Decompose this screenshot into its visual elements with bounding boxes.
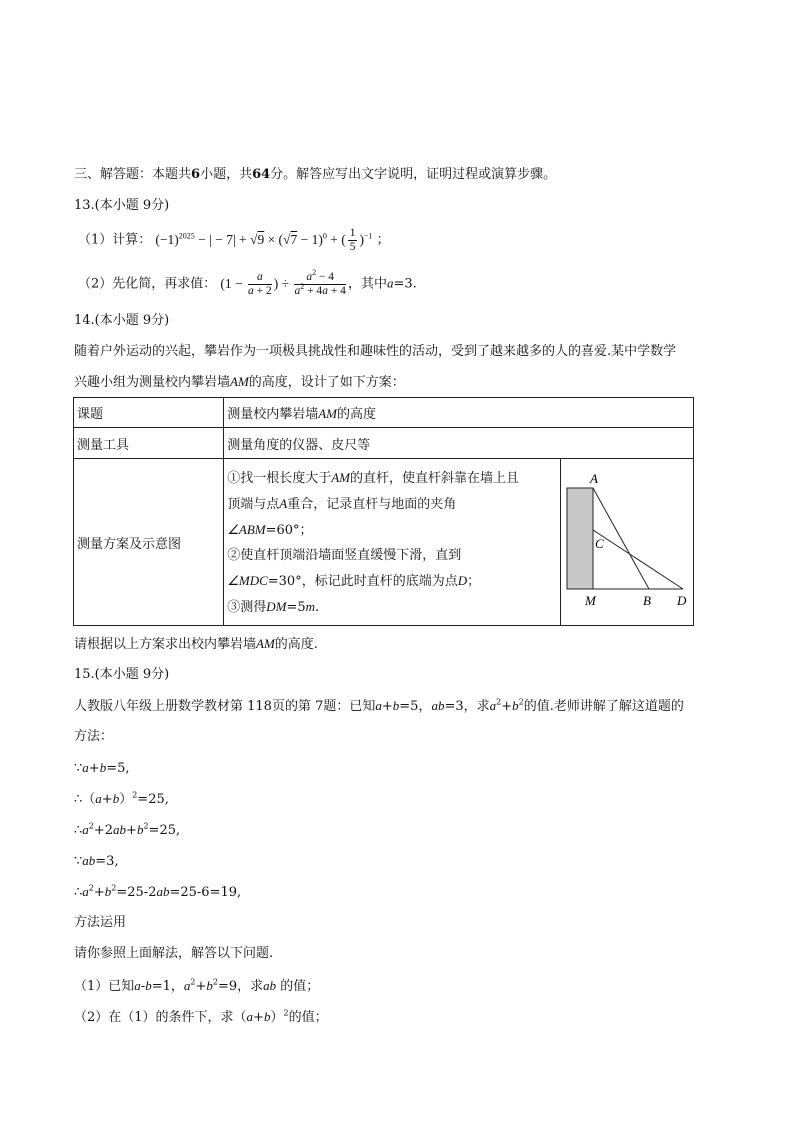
q13-part2: （2）先化简，再求值： (1 − $\frac{a}{a + 2}$ ) ÷ $\frac{a^2 - 4}{a^2 + 4a + 4}$ ，其中a=3. [78, 268, 417, 297]
diagram-cell [560, 459, 693, 626]
step-1-line3: ∠ABM=60°； [227, 521, 313, 538]
q15-part1: （1）已知a-b=1，$a^2+b^2=9$，求ab 的值； [74, 977, 320, 994]
q15-title: 15.(本小题 9分) [74, 667, 170, 682]
method-intro: 请你参照上面解法，解答以下问题. [74, 946, 274, 961]
label-M: M [584, 592, 596, 608]
step-2-line2: ∠MDC=30°，标记此时直杆的底端为点D； [227, 572, 481, 589]
step-2-line1: ②使直杆顶端沿墙面竖直缓慢下滑，直到 [227, 547, 462, 563]
step-1-line2: 顶端与点A重合，记录直杆与地面的夹角 [227, 495, 457, 512]
q15-intro-line2: 方法： [74, 729, 114, 744]
q13-part2-expression: (1 − $\frac{a}{a + 2}$ ) ÷ $\frac{a^2 - 4}{a^2 + 4a + 4}$ [220, 268, 346, 297]
solution-step-1: ∵a+b=5, [74, 760, 130, 776]
plan-steps [224, 459, 561, 626]
section-header: 三、解答题：本题共6小题，共64分。解答应写出文字说明，证明过程或演算步骤。 [74, 167, 557, 182]
label-A: A [589, 470, 598, 486]
plan-row-tools [74, 428, 694, 459]
plan-label-topic: 课题 [74, 398, 224, 428]
plan-row-topic [74, 398, 694, 428]
plan-value-topic: 测量校内攀岩墙AM的高度 [224, 398, 694, 428]
q13-part1: （1）计算： $(-1)^{2025}$ − | − $7| + √9 \times (√7 - 1)^0$ + ( $\frac{1}{5}$ )$^{-1}$ ； [78, 227, 390, 253]
plan-label-tools: 测量工具 [74, 428, 224, 459]
q15-part2: （2）在（1）的条件下，求$(a+b)^2$的值； [74, 1008, 328, 1025]
q15-intro-line1: 人教版八年级上册数学教材第 118页的第 7题：已知a+b=5，ab=3，求$a^2+b^2$的值.老师讲解了解这道题的 [74, 697, 684, 714]
solution-step-3: $\therefore a^2+2ab+b^2=25$, [74, 821, 181, 838]
plan-value-tools: 测量角度的仪器、皮尺等 [224, 428, 694, 459]
q13-part1-expression: $(-1)^{2025}$ − | − $7| + √9 \times (√7 - 1)^0$ + ( $\frac{1}{5}$ )$^{-1}$ [155, 227, 373, 253]
label-B: B [642, 592, 651, 608]
step-1-line1: ①找一根长度大于AM的直杆，使直杆斜靠在墙上且 [227, 469, 520, 486]
q14-title: 14.(本小题 9分) [74, 313, 170, 328]
plan-label-method: 测量方案及示意图 [74, 459, 224, 626]
plan-table [73, 397, 694, 626]
q14-intro-line2: 兴趣小组为测量校内攀岩墙AM的高度，设计了如下方案： [74, 374, 405, 390]
q13-title: 13.(本小题 9分) [74, 198, 170, 213]
solution-step-2: $\therefore(a+b)^2=25$, [74, 790, 169, 807]
q14-intro-line1: 随着户外运动的兴起，攀岩作为一项极具挑战性和趣味性的活动，受到了越来越多的人的喜爱.某中学数学 [74, 344, 677, 359]
q14-ask: 请根据以上方案求出校内攀岩墙AM的高度. [74, 636, 318, 652]
wall-rect [567, 488, 593, 589]
label-D: D [676, 592, 687, 608]
plan-row-method [74, 459, 694, 626]
step-3: ③测得DM=5m. [227, 598, 320, 615]
pole-CD [593, 530, 683, 589]
climbing-wall-diagram [561, 460, 692, 625]
label-C: C [594, 535, 604, 551]
solution-step-4: ∵ab=3, [74, 853, 119, 869]
method-title: 方法运用 [74, 915, 127, 930]
solution-step-5: $\therefore a^2+b^2=25-2ab=25-6=19$, [74, 883, 242, 900]
